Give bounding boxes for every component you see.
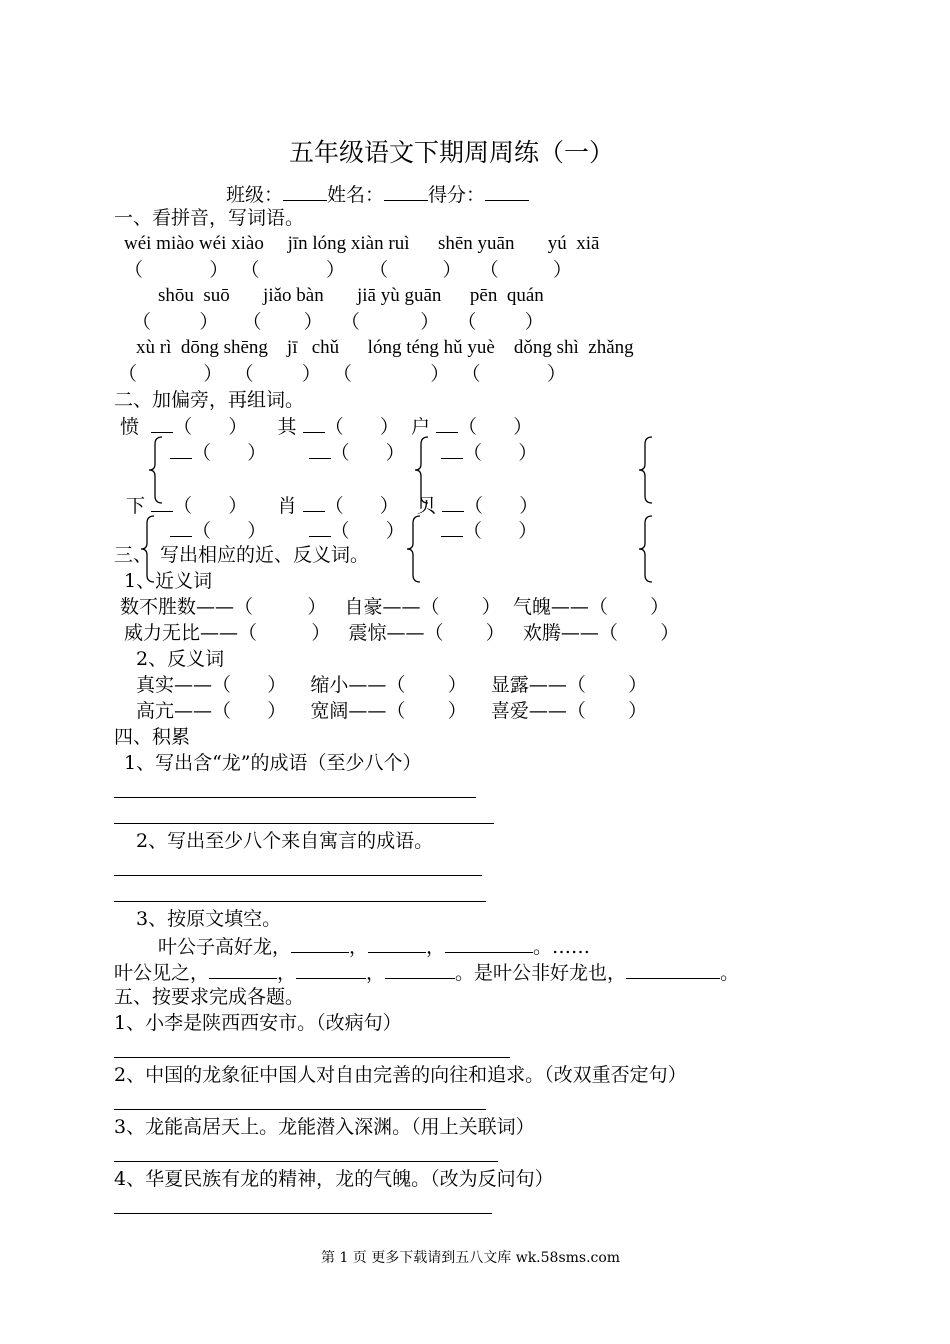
- brace-left-2: [414, 436, 430, 504]
- radical-blank[interactable]: [436, 414, 458, 433]
- class-label: 班级：: [226, 184, 284, 206]
- brace-left-1: [148, 436, 164, 504]
- synonym-row-2: 威力无比——（ ） 震惊——（ ） 欢腾——（ ）: [124, 622, 680, 644]
- fill-line-2: 叶公见之， ， ， 。是叶公非好龙也， 。: [114, 962, 740, 984]
- section-5-heading: 五、按要求完成各题。: [114, 986, 305, 1008]
- section-3-heading-number: 三、: [114, 544, 153, 566]
- answer-line[interactable]: [114, 823, 494, 824]
- section-1-heading: 一、看拼音，写词语。: [114, 207, 305, 229]
- section-2-heading: 二、加偏旁，再组词。: [114, 389, 305, 411]
- student-info-line: [226, 182, 529, 206]
- radical-row-1: 愤 （ ） 其 （ ） 户 （ ）: [120, 416, 533, 438]
- char-xia: 下: [126, 495, 146, 517]
- radical-row-2[interactable]: （ ） （ ） （ ）: [170, 440, 537, 464]
- answer-brackets-row-3[interactable]: （ ） （ ） （ ） （ ）: [118, 363, 566, 385]
- question-4-3: 3、按原文填空。: [136, 908, 282, 930]
- radical-blank[interactable]: [303, 493, 325, 512]
- section-4-heading: 四、积累: [114, 726, 191, 748]
- page-footer: 第 1 页 更多下载请到五八文库 wk.58sms.com: [321, 1250, 621, 1266]
- antonym-subheading: 2、反义词: [136, 648, 225, 670]
- question-5-4: 4、华夏民族有龙的精神，龙的气魄。（改为反问句）: [114, 1168, 554, 1190]
- answer-line[interactable]: [114, 1161, 498, 1162]
- radical-row-4[interactable]: （ ） （ ） （ ）: [170, 518, 537, 542]
- char-xiao: 肖: [277, 495, 297, 517]
- answer-brackets-row-2[interactable]: （ ） （ ） （ ） （ ）: [132, 311, 544, 333]
- fill-line-1: 叶公子高好龙， ， ， 。……: [158, 936, 591, 958]
- brace-left-3: [638, 436, 654, 504]
- char-bei: 贝: [416, 495, 436, 517]
- question-5-2: 2、中国的龙象征中国人对自由完善的向往和追求。（改双重否定句）: [114, 1064, 687, 1086]
- answer-line[interactable]: [114, 875, 482, 876]
- answer-line[interactable]: [114, 901, 486, 902]
- radical-blank[interactable]: [442, 493, 464, 512]
- name-label: 姓名：: [327, 184, 385, 206]
- synonym-row-1: 数不胜数——（ ） 自豪——（ ） 气魄——（ ）: [120, 596, 670, 618]
- antonym-row-2: 高亢——（ ） 宽阔——（ ） 喜爱——（ ）: [136, 700, 648, 722]
- radical-blank[interactable]: [151, 414, 173, 433]
- answer-line[interactable]: [114, 1057, 510, 1058]
- pinyin-row-3: xù rì dōng shēng jī chǔ lóng téng hǔ yuè dǒng shì zhǎng: [136, 337, 634, 358]
- answer-line[interactable]: [114, 797, 476, 798]
- brace-left-6: [638, 515, 654, 583]
- pinyin-row-1: wéi miào wéi xiào jīn lóng xiàn ruì shēn yuān yú xiā: [124, 233, 600, 254]
- question-4-1: 1、写出含“龙”的成语（至少八个）: [124, 752, 422, 774]
- answer-line[interactable]: [114, 1213, 492, 1214]
- antonym-row-1: 真实——（ ） 缩小——（ ） 显露——（ ）: [136, 674, 648, 696]
- question-5-1: 1、小李是陕西西安市。（改病句）: [114, 1012, 402, 1034]
- answer-line[interactable]: [114, 1109, 486, 1110]
- char-qi: 其: [277, 416, 297, 438]
- pinyin-row-2: shōu suō jiǎo bàn jiā yù guān pēn quán: [158, 285, 544, 306]
- char-fen: 愤: [120, 416, 140, 438]
- brace-left-5: [406, 515, 422, 583]
- char-hu: 户: [410, 416, 430, 438]
- name-blank[interactable]: [384, 182, 428, 201]
- class-blank[interactable]: [283, 182, 327, 201]
- section-3-heading: 写出相应的近、反义词。: [160, 544, 370, 566]
- radical-row-3: 下 （ ） 肖 （ ） 贝 （ ）: [126, 495, 539, 517]
- synonym-subheading: 1、近义词: [124, 570, 213, 592]
- page-title: 五年级语文下期周周练（一）: [289, 138, 615, 167]
- score-blank[interactable]: [485, 182, 529, 201]
- score-label: 得分：: [428, 184, 486, 206]
- question-4-2: 2、写出至少八个来自寓言的成语。: [136, 830, 434, 852]
- radical-blank[interactable]: [303, 414, 325, 433]
- answer-brackets-row-1[interactable]: （ ） （ ） （ ） （ ）: [124, 259, 572, 281]
- question-5-3: 3、龙能高居天上。龙能潜入深渊。（用上关联词）: [114, 1116, 535, 1138]
